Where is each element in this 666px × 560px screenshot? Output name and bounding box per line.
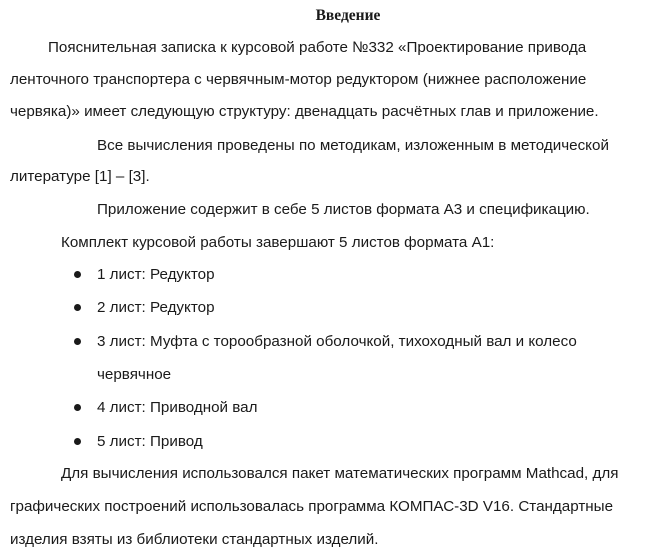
paragraph-4-line-1: Комплект курсовой работы завершают 5 листов формата А1: xyxy=(61,234,495,251)
list-item-label-continued: червячное xyxy=(97,366,172,383)
bullet-icon xyxy=(74,404,81,411)
bullet-icon xyxy=(74,304,81,311)
paragraph-2-line-2: литературе [1] – [3]. xyxy=(10,168,150,185)
list-item-label: 3 лист: Муфта с торообразной оболочкой, тихоходный вал и колесо xyxy=(97,333,577,350)
list-item-label: 4 лист: Приводной вал xyxy=(97,399,258,416)
paragraph-1-line-2: ленточного транспортера с червячным-мотор редуктором (нижнее расположение xyxy=(10,71,587,88)
bullet-icon xyxy=(74,438,81,445)
list-item-label: 5 лист: Привод xyxy=(97,433,203,450)
paragraph-1-line-1: Пояснительная записка к курсовой работе №332 «Проектирование привода xyxy=(48,39,587,56)
page-title: Введение xyxy=(315,7,381,24)
paragraph-5-line-3: изделия взяты из библиотеки стандартных изделий. xyxy=(10,531,379,548)
paragraph-2-line-1: Все вычисления проведены по методикам, изложенным в методической xyxy=(97,137,609,154)
bullet-icon xyxy=(74,338,81,345)
paragraph-1-line-3: червяка)» имеет следующую структуру: двенадцать расчётных глав и приложение. xyxy=(10,103,599,120)
paragraph-3-line-1: Приложение содержит в себе 5 листов формата А3 и спецификацию. xyxy=(97,201,590,218)
list-item-label: 2 лист: Редуктор xyxy=(97,299,215,316)
paragraph-5-line-1: Для вычисления использовался пакет математических программ Mathcad, для xyxy=(61,465,619,482)
bullet-icon xyxy=(74,271,81,278)
list-item-label: 1 лист: Редуктор xyxy=(97,266,215,283)
paragraph-5-line-2: графических построений использовалась программа КОМПАС-3D V16. Стандартные xyxy=(10,498,614,515)
